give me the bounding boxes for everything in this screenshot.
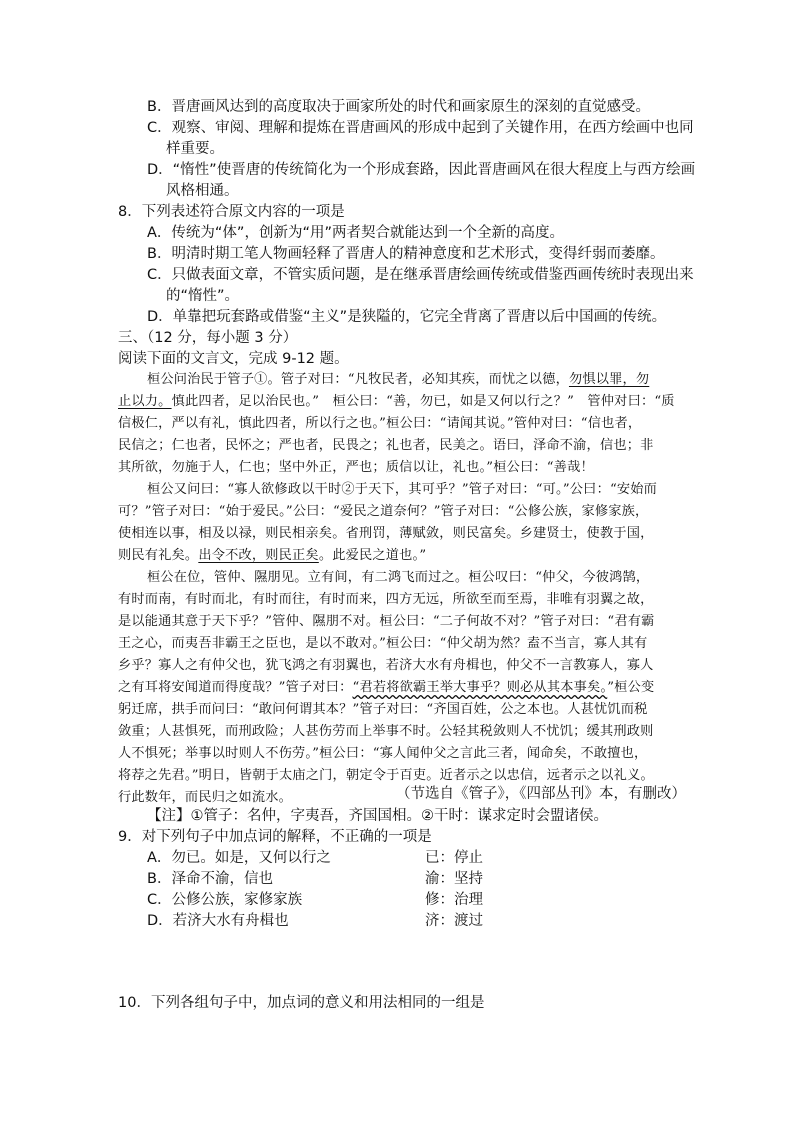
passage-line-1 <box>147 370 649 390</box>
passage-line-16: 躬迁席，拱手而问曰：“敢问何谓其本？”管子对曰：“齐国百姓，公之本也。人甚忧饥而税 <box>118 702 648 717</box>
q9-option-a: A．勿已。如是，又何以行之 <box>147 850 331 866</box>
passage-line-14: 乡乎？寡人之有仲父也，犹飞鸿之有羽翼也，若济大水有舟楫也，仲父不一言教寡人，寡人 <box>118 658 654 673</box>
underlined-sentence-1-cont: 止以力。 <box>118 394 172 409</box>
passage-text: 。此爱民之道也。” <box>318 548 427 563</box>
passage-line-17: 敛重；人甚惧死，而刑政险；人甚伤劳而上举事不时。公轻其税敛则人不忧饥；缓其刑政则 <box>118 724 654 739</box>
passage-line-10: 桓公在位，管仲、隰朋见。立有间，有二鸿飞而过之。桓公叹曰：“仲父，今彼鸿鹄， <box>147 570 650 585</box>
passage-text: 之有耳将安闻道而得度哉？”管子对曰： <box>118 680 353 695</box>
q8-stem: 8．下列表述符合原文内容的一项是 <box>118 204 345 220</box>
q7-option-d: D．“惰性”使晋唐的传统简化为一个形成套路，因此晋唐画风在很大程度上与西方绘画 <box>147 162 696 178</box>
passage-text: 则民有礼矣。 <box>118 548 199 563</box>
passage-source: （节选自《管子》，《四部丛刊》本，有删改） <box>396 786 686 802</box>
q8-option-a: A．传统为“体”，创新为“用”两者契合就能达到一个全新的高度。 <box>147 225 564 241</box>
passage-line-5: 其所欲，勿施于人，仁也；坚中外正，严也；质信以让，礼也。”桓公曰：“善哉！ <box>118 460 594 475</box>
q7-option-c: C．观察、审阅、理解和提炼在晋唐画风的形成中起到了关键作用，在西方绘画中也同 <box>147 120 694 136</box>
passage-line-8: 使相连以事，相及以禄，则民相亲矣。省刑罚，薄赋敛，则民富矣。乡建贤士，使教于国， <box>118 526 654 541</box>
section-3-title: 三、（12 分，每小题 3 分） <box>118 330 298 346</box>
q8-option-c: C．只做表面文章，不管实质问题，是在继承晋唐绘画传统或借鉴西画传统时表现出来 <box>147 267 694 283</box>
q8-option-b: B．明清时期工笔人物画轻释了晋唐人的精神意度和艺术形式，变得纤弱而萎靡。 <box>147 246 665 262</box>
q9-stem: 9．对下列句子中加点词的解释，不正确的一项是 <box>118 829 432 845</box>
passage-line-2 <box>118 392 675 412</box>
underlined-sentence-3: “君若将欲霸王举大事乎？则必从其本事矣。 <box>352 680 608 695</box>
q7-option-c-cont: 样重要。 <box>166 141 224 157</box>
q10-stem: 10．下列各组句子中，加点词的意义和用法相同的一组是 <box>118 995 485 1011</box>
section-3-intro: 阅读下面的文言文，完成 9-12 题。 <box>118 351 349 367</box>
passage-text: 慎此四者，足以治民也。” 桓公曰：“善，勿已，如是又何以行之？” 管仲对曰：“质 <box>171 394 675 409</box>
q8-option-c-cont: 的“惰性”。 <box>166 288 240 304</box>
q9-option-a-gloss: 已：停止 <box>425 850 483 866</box>
underlined-sentence-2: 出令不改，则民正矣 <box>198 548 319 563</box>
passage-line-15 <box>118 678 654 698</box>
passage-line-11: 有时而南，有时而北，有时而往，有时而来，四方无远，所欲至而至焉，非唯有羽翼之故， <box>118 592 654 607</box>
q7-option-d-cont: 风格相通。 <box>166 183 239 199</box>
passage-line-3: 信极仁，严以有礼，慎此四者，所以行之也。”桓公曰：“请闻其说。”管仲对曰：“信也者， <box>118 416 642 431</box>
passage-text: ”桓公变 <box>607 680 655 695</box>
q9-option-c-gloss: 修：治理 <box>425 892 483 908</box>
passage-line-18: 人不惧死；举事以时则人不伤劳。”桓公曰：“寡人闻仲父之言此三者，闻命矣，不敢擅也， <box>118 746 648 761</box>
passage-line-4: 民信之；仁也者，民怀之；严也者，民畏之；礼也者，民美之。语曰，泽命不渝，信也；非 <box>118 438 654 453</box>
passage-note: 【注】①管子：名仲，字夷吾，齐国国相。②干时：谋求定时会盟诸侯。 <box>147 808 608 824</box>
underlined-sentence-1: 勿惧以罪，勿 <box>568 372 650 387</box>
passage-line-7: 可？”管子对曰：“始于爱民。”公曰：“爱民之道奈何？”管子对曰：“公修公族，家修家族， <box>118 504 649 519</box>
passage-line-20: 行此数年，而民归之如流水。 <box>118 790 293 805</box>
q9-option-d: D．若济大水有舟楫也 <box>147 913 289 929</box>
passage-line-13: 王之心，而夷吾非霸王之臣也，是以不敢对。”桓公曰：“仲父胡为然？盍不当言，寡人其有 <box>118 636 648 651</box>
q9-option-d-gloss: 济：渡过 <box>425 913 483 929</box>
q8-option-d: D．单靠把玩套路或借鉴“主义”是狭隘的，它完全背离了晋唐以后中国画的传统。 <box>147 309 667 325</box>
passage-line-9 <box>118 546 426 566</box>
q9-option-b: B．泽命不渝，信也 <box>147 871 273 887</box>
passage-line-12: 是以能通其意于天下乎？”管仲、隰朋不对。桓公曰：“二子何故不对？”管子对曰：“君有霸 <box>118 614 655 629</box>
q9-option-c: C．公修公族，家修家族 <box>147 892 303 908</box>
passage-line-6: 桓公又问曰：“寡人欲修政以干时②于天下，其可乎？”管子对曰：“可。”公曰：“安始而 <box>147 482 658 497</box>
passage-text: 桓公问治民于管子①。管子对曰：“凡牧民者，必知其疾，而忧之以德， <box>147 372 569 387</box>
passage-line-19: 将荐之先君。”明日，皆朝于太庙之门，朝定令于百吏。近者示之以忠信，远者示之以礼义。 <box>118 768 654 783</box>
q7-option-b: B．晋唐画风达到的高度取决于画家所处的时代和画家原生的深刻的直觉感受。 <box>147 99 650 115</box>
q9-option-b-gloss: 渝：坚持 <box>425 871 483 887</box>
